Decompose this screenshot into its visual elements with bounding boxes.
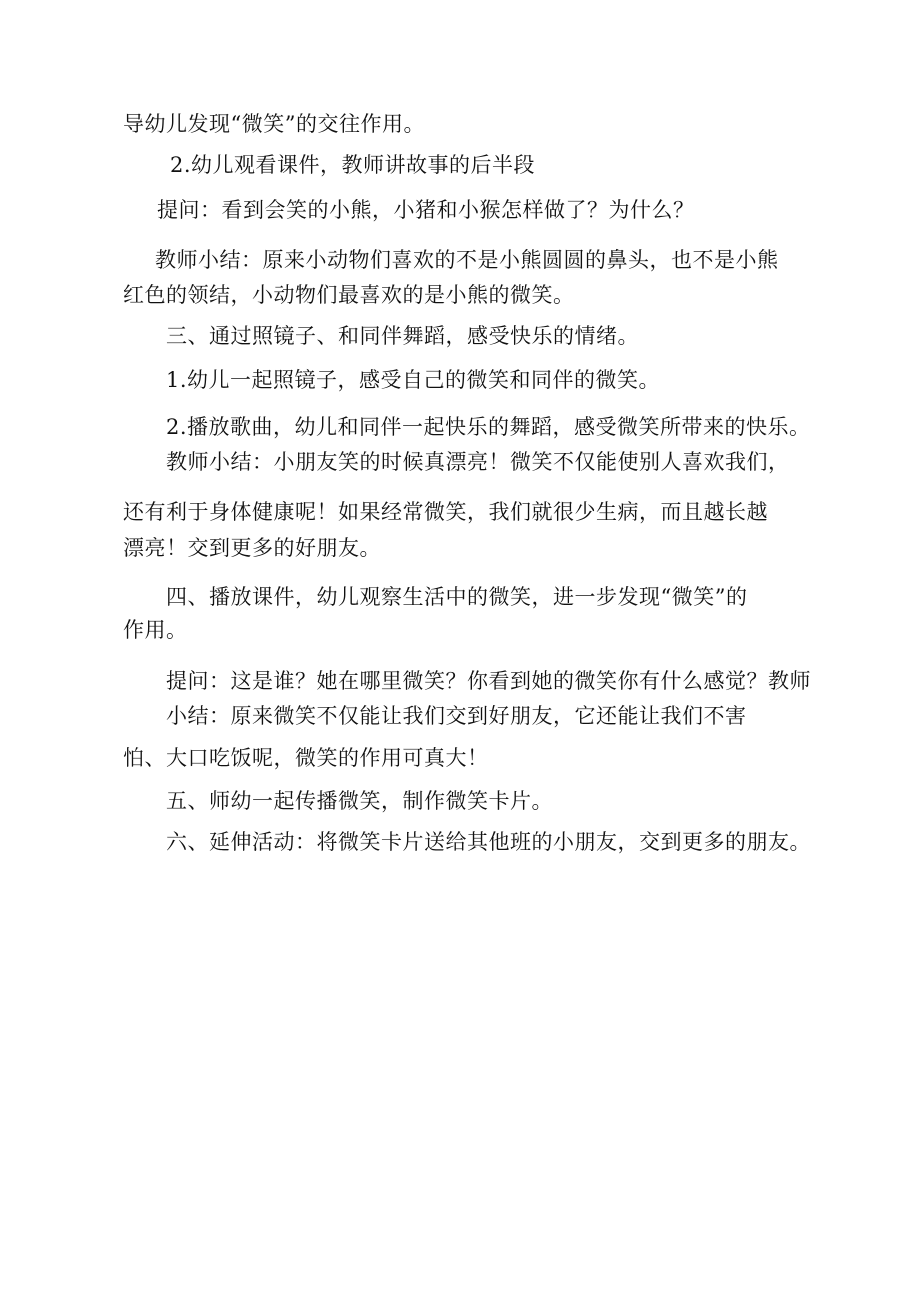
paragraph-line: 还有利于身体健康呢！如果经常微笑，我们就很少生病，而且越长越: [123, 500, 768, 524]
paragraph-line: 教师小结：原来小动物们喜欢的不是小熊圆圆的鼻头，也不是小熊: [155, 248, 779, 272]
section-heading: 五、师幼一起传播微笑，制作微笑卡片。: [166, 789, 553, 813]
paragraph-line: 教师小结：小朋友笑的时候真漂亮！微笑不仅能使别人喜欢我们，: [166, 450, 790, 474]
paragraph-line: 怕、大口吃饭呢，微笑的作用可真大！: [123, 746, 489, 770]
paragraph-line: 2.幼儿观看课件，教师讲故事的后半段: [170, 153, 536, 177]
paragraph-line: 1.幼儿一起照镜子，感受自己的微笑和同伴的微笑。: [166, 368, 661, 392]
section-heading: 三、通过照镜子、和同伴舞蹈，感受快乐的情绪。: [166, 324, 639, 348]
paragraph-line: 红色的领结，小动物们最喜欢的是小熊的微笑。: [123, 283, 575, 307]
paragraph-line: 作用。: [123, 618, 188, 642]
paragraph-line: 小结：原来微笑不仅能让我们交到好朋友，它还能让我们不害: [166, 704, 747, 728]
paragraph-line: 提问：看到会笑的小熊，小猪和小猴怎样做了？为什么？: [157, 198, 695, 222]
paragraph-line: 导幼儿发现“微笑”的交往作用。: [123, 112, 425, 136]
section-heading: 四、播放课件，幼儿观察生活中的微笑，进一步发现“微笑”的: [166, 585, 748, 609]
paragraph-line: 提问：这是谁？她在哪里微笑？你看到她的微笑你有什么感觉？教师: [166, 669, 811, 693]
paragraph-line: 2.播放歌曲，幼儿和同伴一起快乐的舞蹈，感受微笑所带来的快乐。: [166, 415, 811, 439]
paragraph-line: 漂亮！交到更多的好朋友。: [123, 536, 381, 560]
section-heading: 六、延伸活动：将微笑卡片送给其他班的小朋友，交到更多的朋友。: [166, 830, 811, 854]
